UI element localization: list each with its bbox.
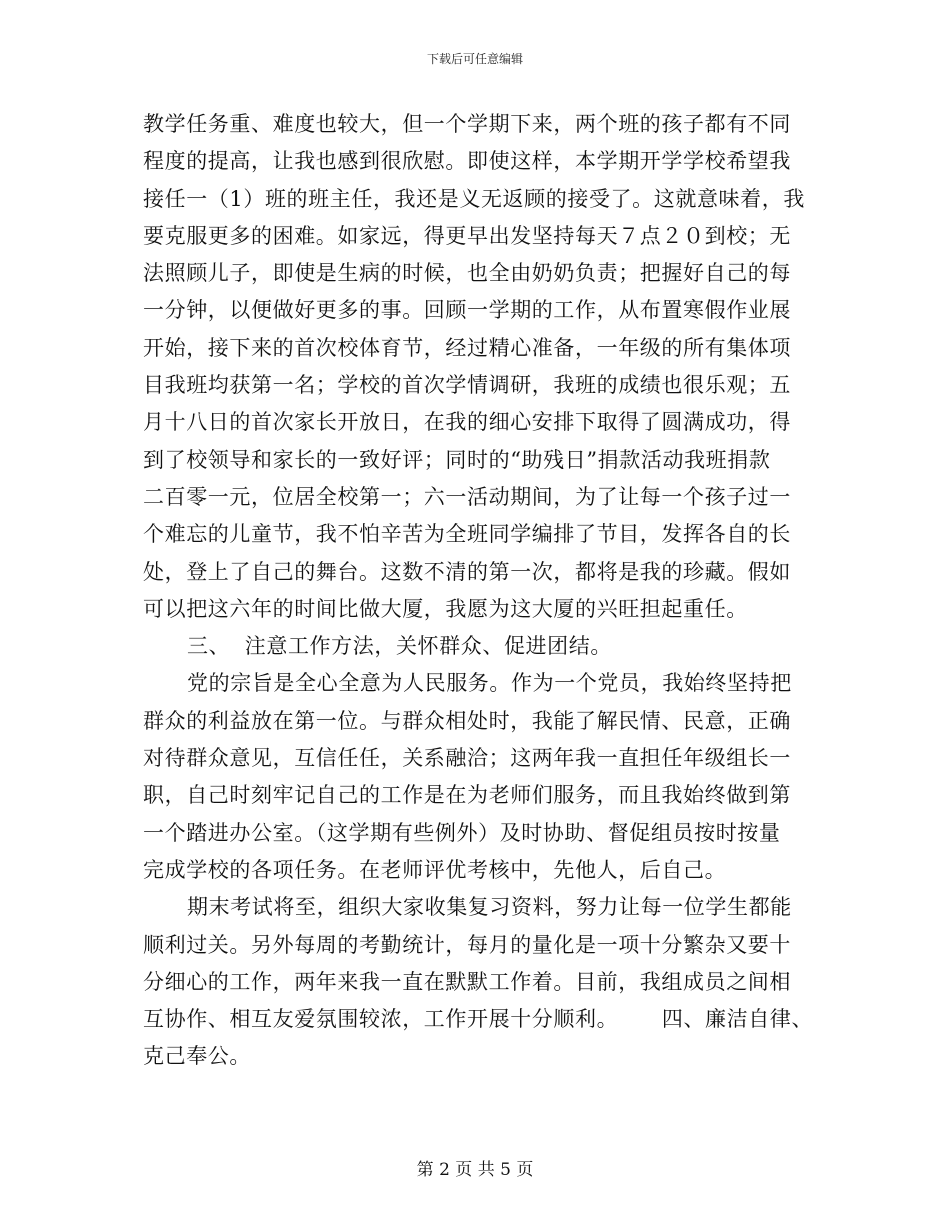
text-line: 开始，接下来的首次校体育节，经过精心准备，一年级的所有集体项	[143, 335, 791, 360]
text-line: 互协作、相互友爱氛围较浓，工作开展十分顺利。 四、廉洁自律、	[143, 1007, 814, 1032]
text-line: 程度的提高，让我也感到很欣慰。即使这样，本学期开学学校希望我	[143, 149, 791, 174]
paragraph-start-line: 期末考试将至，组织大家收集复习资料，努力让每一位学生都能	[187, 895, 792, 920]
paragraph-start-line: 党的宗旨是全心全意为人民服务。作为一个党员，我始终坚持把	[187, 671, 792, 696]
page-header: 下载后可任意编辑	[426, 52, 523, 66]
text-line: 一个踏进办公室。（这学期有些例外）及时协助、督促组员按时按量	[143, 820, 781, 845]
text-line: 职，自己时刻牢记自己的工作是在为老师们服务，而且我始终做到第	[143, 783, 791, 808]
text-line: 可以把这六年的时间比做大厦，我愿为这大厦的兴旺担起重任。	[143, 596, 748, 621]
text-line: 月十八日的首次家长开放日，在我的细心安排下取得了圆满成功，得	[143, 410, 791, 435]
text-line: 克己奉公。	[143, 1044, 251, 1069]
text-line: 要克服更多的困难。如家远，得更早出发坚持每天７点２０到校；无	[143, 223, 791, 248]
text-line: 一分钟，以便做好更多的事。回顾一学期的工作，从布置寒假作业展	[143, 298, 791, 323]
text-line: 分细心的工作，两年来我一直在默默工作着。目前，我组成员之间相	[143, 969, 791, 994]
text-line: 目我班均获第一名；学校的首次学情调研，我班的成绩也很乐观；五	[143, 373, 791, 398]
text-line: 个难忘的儿童节，我不怕辛苦为全班同学编排了节目，发挥各自的长	[143, 522, 791, 547]
page-footer: 第 2 页 共 5 页	[416, 1160, 534, 1180]
text-line: 顺利过关。另外每周的考勤统计，每月的量化是一项十分繁杂又要十	[143, 932, 791, 957]
section-heading: 三、 注意工作方法，关怀群众、促进团结。	[187, 634, 612, 659]
text-line: 处，登上了自己的舞台。这数不清的第一次，都将是我的珍藏。假如	[143, 559, 791, 584]
text-line: 完成学校的各项任务。在老师评优考核中，先他人，后自己。	[143, 857, 727, 882]
text-line: 教学任务重、难度也较大，但一个学期下来，两个班的孩子都有不同	[143, 112, 791, 136]
document-body	[143, 106, 823, 1076]
text-line: 二百零一元，位居全校第一；六一活动期间，为了让每一个孩子过一	[143, 484, 791, 509]
text-line: 法照顾儿子，即使是生病的时候，也全由奶奶负责；把握好自己的每	[143, 261, 791, 286]
text-line: 群众的利益放在第一位。与群众相处时，我能了解民情、民意，正确	[143, 708, 791, 733]
text-line: 到了校领导和家长的一致好评；同时的“助残日”捐款活动我班捐款	[143, 447, 771, 472]
text-line: 对待群众意见，互信任任，关系融洽；这两年我一直担任年级组长一	[143, 746, 791, 771]
text-line: 接任一（1）班的班主任，我还是义无返顾的接受了。这就意味着，我	[143, 186, 805, 211]
